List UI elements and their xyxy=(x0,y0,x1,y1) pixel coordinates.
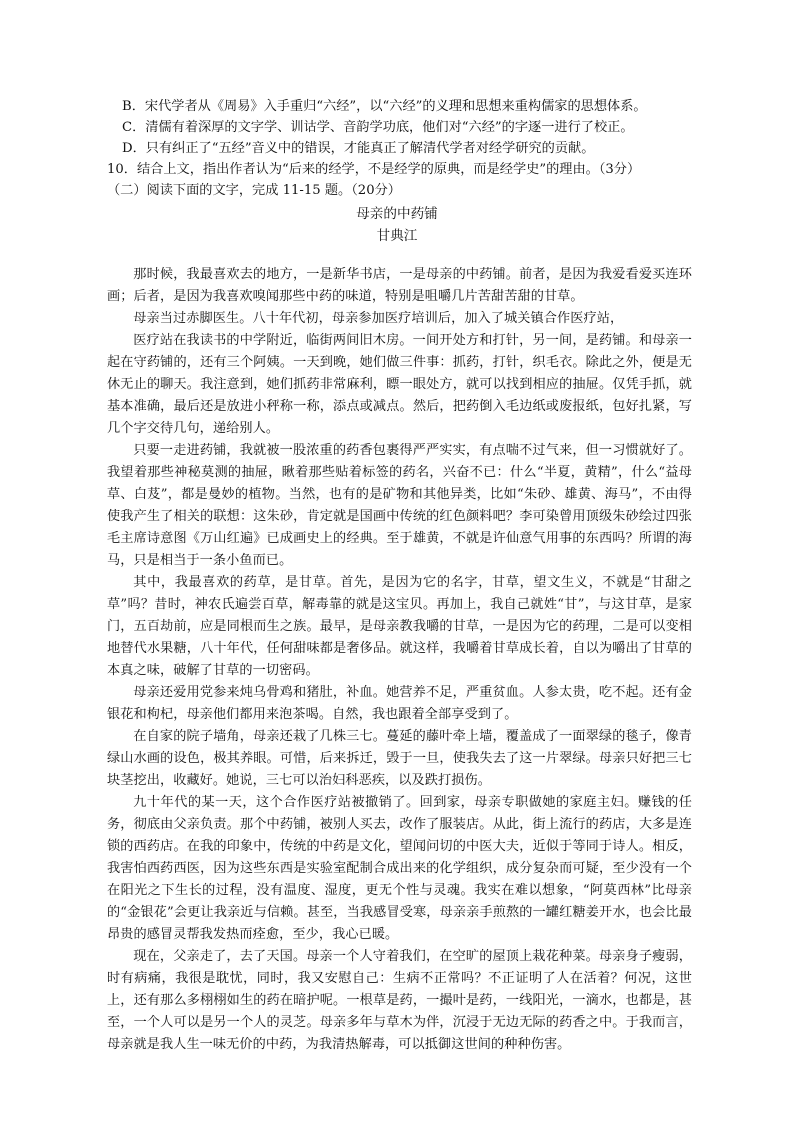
paragraph: 母亲还爱用党参来炖乌骨鸡和猪肚，补血。她营养不足，严重贫血。人参太贵，吃不起。还有金银花和枸杞，母亲他们都用来泡茶喝。自然，我也跟着全部享受到了。 xyxy=(107,685,692,722)
paragraph: 现在，父亲走了，去了天国。母亲一个人守着我们，在空旷的屋顶上栽花种菜。母亲身子瘦弱，时有病痛，我很是耽忧，同时，我又安慰自己：生病不正常吗？不正证明了人在活着？何况，这世上，还有那么多栩栩如生的药在暗护呢。一根草是药，一撮叶是药，一线阳光，一滴水，也都是，甚至，一个人可以是另一个人的灵芝。母亲多年与草木为伴，沉浸于无边无际的药香之中。于我而言，母亲就是我人生一味无价的中药，为我清热解毒，可以抵御这世间的种种伤害。 xyxy=(107,949,692,1052)
paragraph: 在自家的院子墙角，母亲还栽了几株三七。蔓延的藤叶牵上墙，覆盖成了一面翠绿的毯子，像青绿山水画的设色，极其养眼。可惜，后来拆迁，毁于一旦，使我失去了这一片翠绿。母亲只好把三七块茎挖出，收藏好。她说，三七可以治妇科恶疾，以及跌打损伤。 xyxy=(107,729,692,788)
paragraph: 九十年代的某一天，这个合作医疗站被撤销了。回到家，母亲专职做她的家庭主妇。赚钱的任务，彻底由父亲负责。那个中药铺，被别人买去，改作了服装店。从此，街上流行的药店，大多是连锁的西药店。在我的印象中，传统的中药是文化，望闻问切的中医大夫，近似于等同于诗人。相反，我害怕西药西医，因为这些东西是实验室配制合成出来的化学组织，成分复杂而可疑，至少没有一个在阳光之下生长的过程，没有温度、湿度，更无个性与灵魂。我实在难以想象，“阿莫西林”比母亲的“金银花”会更让我亲近与信赖。甚至，当我感冒受寒，母亲亲手煎熬的一罐红糖姜开水，也会比最昂贵的感冒灵帮我发热而痊愈，至少，我心已暖。 xyxy=(107,795,692,942)
option-c: C．清儒有着深厚的文字学、训诂学、音韵学功底，他们对“六经”的字逐一进行了校正。 xyxy=(122,120,634,135)
article-body xyxy=(107,264,692,1056)
paragraph: 医疗站在我读书的中学附近，临街两间旧木房。一间开处方和打针，另一间，是药铺。和母亲一起在守药铺的，还有三个阿姨。一天到晚，她们做三件事：抓药，打针，织毛衣。除此之外，便是无休无止的聊天。我注意到，她们抓药非常麻利，瞟一眼处方，就可以找到相应的抽屉。仅凭手抓，就基本准确，最后还是放进小秤称一称，添点或减点。然后，把药倒入毛边纸或废报纸，包好扎紧，写几个字交待几句，递给别人。 xyxy=(107,333,692,436)
article-title: 母亲的中药铺 xyxy=(356,206,438,222)
question-10: 10．结合上文，指出作者认为“后来的经学，不是经学的原典，而是经学史”的理由。（3分） xyxy=(107,162,641,177)
paragraph: 母亲当过赤脚医生。八十年代初，母亲参加医疗培训后，加入了城关镇合作医疗站， xyxy=(133,311,624,326)
article-author: 甘典江 xyxy=(376,228,418,244)
section-heading: （二）阅读下面的文字，完成 11-15 题。（20分） xyxy=(107,183,401,198)
option-d: D．只有纠正了“五经”音义中的错误，才能真正了解清代学者对经学研究的贡献。 xyxy=(122,141,595,156)
paragraph: 其中，我最喜欢的药草，是甘草。首先，是因为它的名字，甘草，望文生义，不就是“甘甜之草”吗？昔时，神农氏遍尝百草，解毒靠的就是这宝贝。再加上，我自己就姓“甘”，与这甘草，是家门，五百劫前，应是同根而生之族。最早，是母亲教我嚼的甘草，一是因为它的药理，二是可以变相地替代水果糖，八十年代，任何甜味都是奢侈品。就这样，我嚼着甘草成长着，自以为嚼出了甘草的本真之味，破解了甘草的一切密码。 xyxy=(107,575,692,678)
paragraph: 那时候，我最喜欢去的地方，一是新华书店，一是母亲的中药铺。前者，是因为我爱看爱买连环画；后者，是因为我喜欢嗅闻那些中药的味道，特别是咀嚼几片苦甜苦甜的甘草。 xyxy=(107,267,692,304)
option-b: B．宋代学者从《周易》入手重归“六经”，以“六经”的义理和思想来重构儒家的思想体系。 xyxy=(122,99,647,114)
paragraph: 只要一走进药铺，我就被一股浓重的药香包裹得严严实实，有点喘不过气来，但一习惯就好了。我望着那些神秘莫测的抽屉，瞅着那些贴着标签的药名，兴奋不已：什么“半夏，黄精”，什么“益母草、白芨”，都是曼妙的植物。当然，也有的是矿物和其他异类，比如“朱砂、雄黄、海马”，不由得使我产生了相关的联想：这朱砂，肯定就是国画中传统的红色颜料吧？李可染曾用顶级朱砂绘过四张毛主席诗意图《万山红遍》已成画史上的经典。至于雄黄，不就是许仙意气用事的东西吗？所谓的海马，只是相当于一条小鱼而已。 xyxy=(107,443,692,568)
